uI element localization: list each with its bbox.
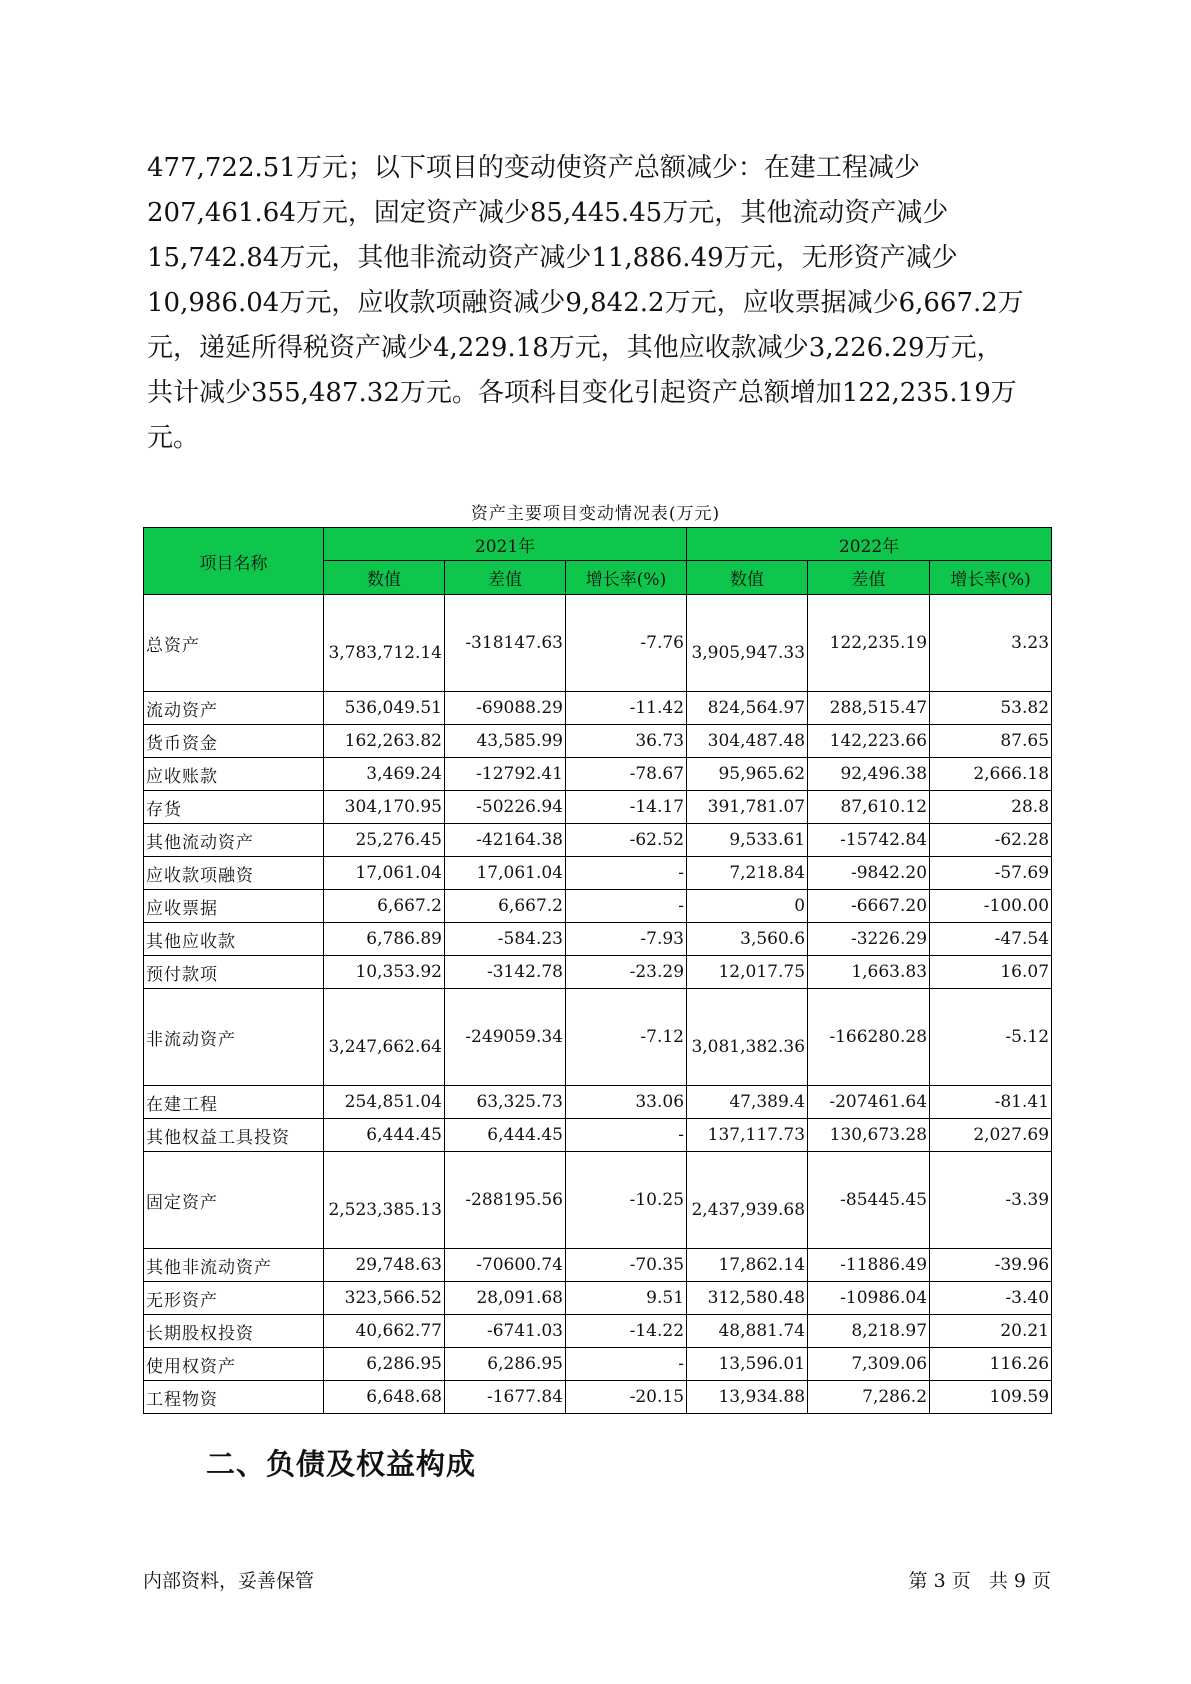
table-cell: -50226.94 <box>445 791 566 824</box>
table-cell: - <box>566 857 687 890</box>
table-row <box>144 1119 1052 1152</box>
table-cell: 137,117.73 <box>687 1119 808 1152</box>
table-cell: 2,027.69 <box>930 1119 1052 1152</box>
table-cell: -6667.20 <box>808 890 930 923</box>
paragraph-line: 共计减少355,487.32万元。各项科目变化引起资产总额增加122,235.19万 <box>147 378 1017 408</box>
table-cell: - <box>566 1348 687 1381</box>
table-cell: -3.39 <box>930 1152 1052 1249</box>
paragraph-line: 15,742.84万元，其他非流动资产减少11,886.49万元，无形资产减少 <box>147 243 958 273</box>
table-row <box>144 956 1052 989</box>
table-cell: -7.76 <box>566 595 687 692</box>
section-heading: 二、负债及权益构成 <box>206 1447 477 1481</box>
table-row <box>144 1249 1052 1282</box>
table-cell: -11.42 <box>566 692 687 725</box>
table-cell: 92,496.38 <box>808 758 930 791</box>
wrapped-value: 3,905,947.3​3 <box>691 642 806 663</box>
table-row <box>144 890 1052 923</box>
table-cell <box>687 595 808 692</box>
table-cell: 7,309.06 <box>808 1348 930 1381</box>
table-cell: 0 <box>687 890 808 923</box>
row-item-name: 货币资金 <box>144 725 324 758</box>
table-cell: -288195.56 <box>445 1152 566 1249</box>
table-cell: 6,786.89 <box>324 923 445 956</box>
table-cell: 116.26 <box>930 1348 1052 1381</box>
row-item-name: 存货 <box>144 791 324 824</box>
table-cell: 254,851.04 <box>324 1086 445 1119</box>
table-cell: 53.82 <box>930 692 1052 725</box>
table-cell: -166280.28 <box>808 989 930 1086</box>
table-cell: 17,061.04 <box>445 857 566 890</box>
header-item-name: 项目名称 <box>144 528 324 595</box>
table-cell: 142,223.66 <box>808 725 930 758</box>
table-cell <box>324 1152 445 1249</box>
table-cell: 3.23 <box>930 595 1052 692</box>
table-cell: 25,276.45 <box>324 824 445 857</box>
wrapped-value: 3,247,662.6​4 <box>328 1036 442 1057</box>
table-cell: -584.23 <box>445 923 566 956</box>
table-cell: -249059.34 <box>445 989 566 1086</box>
table-cell: 29,748.63 <box>324 1249 445 1282</box>
table-cell: 312,580.48 <box>687 1282 808 1315</box>
table-cell: -23.29 <box>566 956 687 989</box>
footer-confidential: 内部资料，妥善保管 <box>143 1570 315 1592</box>
row-item-name: 流动资产 <box>144 692 324 725</box>
sub-header: 增长率(%) <box>930 561 1052 595</box>
table-cell: 9,533.61 <box>687 824 808 857</box>
paragraph-line: 207,461.64万元，固定资产减少85,445.45万元，其他流动资产减少 <box>147 198 949 228</box>
table-row <box>144 1152 1052 1249</box>
table-cell: 6,286.95 <box>324 1348 445 1381</box>
table-cell: 824,564.97 <box>687 692 808 725</box>
table-cell: 6,444.45 <box>324 1119 445 1152</box>
footer-page-number: 第 3 页 共 9 页 <box>908 1570 1051 1592</box>
table-cell: 7,218.84 <box>687 857 808 890</box>
table-cell: 6,444.45 <box>445 1119 566 1152</box>
table-row <box>144 1381 1052 1414</box>
table-cell: -14.17 <box>566 791 687 824</box>
table-row <box>144 824 1052 857</box>
paragraph-line: 477,722.51万元；以下项目的变动使资产总额减少：在建工程减少 <box>147 153 920 183</box>
table-cell: -9842.20 <box>808 857 930 890</box>
row-item-name: 无形资产 <box>144 1282 324 1315</box>
table-cell: 6,648.68 <box>324 1381 445 1414</box>
table-cell: 304,170.95 <box>324 791 445 824</box>
table-cell: -62.52 <box>566 824 687 857</box>
table-cell: -3142.78 <box>445 956 566 989</box>
table-cell: 17,061.04 <box>324 857 445 890</box>
table-cell: -318147.63 <box>445 595 566 692</box>
asset-change-table <box>143 527 1052 1414</box>
paragraph-line: 10,986.04万元，应收款项融资减少9,842.2万元，应收票据减少6,667.2万 <box>147 288 1024 318</box>
table-cell: 6,286.95 <box>445 1348 566 1381</box>
table-cell: 10,353.92 <box>324 956 445 989</box>
header-year-2022: 2022年 <box>687 528 1052 561</box>
table-cell: - <box>566 1119 687 1152</box>
sub-header: 差值 <box>445 561 566 595</box>
row-item-name: 在建工程 <box>144 1086 324 1119</box>
table-cell: -11886.49 <box>808 1249 930 1282</box>
table-cell: -62.28 <box>930 824 1052 857</box>
table-cell: 1,663.83 <box>808 956 930 989</box>
table-cell: -15742.84 <box>808 824 930 857</box>
table-cell: 536,049.51 <box>324 692 445 725</box>
table-cell: -7.93 <box>566 923 687 956</box>
table-row <box>144 725 1052 758</box>
table-cell: 95,965.62 <box>687 758 808 791</box>
paragraph-line: 元，递延所得税资产减少4,229.18万元，其他应收款减少3,226.29万元， <box>147 333 1003 363</box>
row-item-name: 使用权资产 <box>144 1348 324 1381</box>
table-cell: 8,218.97 <box>808 1315 930 1348</box>
table-cell: 12,017.75 <box>687 956 808 989</box>
wrapped-value: 2,523,385.1​3 <box>328 1199 442 1220</box>
table-cell: 323,566.52 <box>324 1282 445 1315</box>
table-cell: 304,487.48 <box>687 725 808 758</box>
table-cell: -47.54 <box>930 923 1052 956</box>
table-cell: 28,091.68 <box>445 1282 566 1315</box>
table-cell: -85445.45 <box>808 1152 930 1249</box>
table-cell: -78.67 <box>566 758 687 791</box>
table-cell: 16.07 <box>930 956 1052 989</box>
sub-header: 数值 <box>324 561 445 595</box>
table-row <box>144 1086 1052 1119</box>
table-cell <box>687 1152 808 1249</box>
row-item-name: 应收账款 <box>144 758 324 791</box>
sub-header: 数值 <box>687 561 808 595</box>
table-cell: 130,673.28 <box>808 1119 930 1152</box>
table-cell: 109.59 <box>930 1381 1052 1414</box>
table-row <box>144 758 1052 791</box>
row-item-name: 应收款项融资 <box>144 857 324 890</box>
table-cell: -42164.38 <box>445 824 566 857</box>
table-cell: -100.00 <box>930 890 1052 923</box>
table-cell: -14.22 <box>566 1315 687 1348</box>
row-item-name: 固定资产 <box>144 1152 324 1249</box>
row-item-name: 应收票据 <box>144 890 324 923</box>
table-cell: -69088.29 <box>445 692 566 725</box>
table-cell: 162,263.82 <box>324 725 445 758</box>
row-item-name: 其他权益工具投资 <box>144 1119 324 1152</box>
table-cell: 28.8 <box>930 791 1052 824</box>
row-item-name: 其他流动资产 <box>144 824 324 857</box>
table-cell: 87,610.12 <box>808 791 930 824</box>
table-cell: 47,389.4 <box>687 1086 808 1119</box>
table-row <box>144 692 1052 725</box>
table-cell: 48,881.74 <box>687 1315 808 1348</box>
table-cell: 6,667.2 <box>445 890 566 923</box>
table-cell: 122,235.19 <box>808 595 930 692</box>
table-cell: -20.15 <box>566 1381 687 1414</box>
table-row <box>144 1315 1052 1348</box>
table-row <box>144 791 1052 824</box>
table-cell: -3.40 <box>930 1282 1052 1315</box>
table-cell: 36.73 <box>566 725 687 758</box>
table-cell: 63,325.73 <box>445 1086 566 1119</box>
table-cell: -6741.03 <box>445 1315 566 1348</box>
table-cell: -70600.74 <box>445 1249 566 1282</box>
table-cell: -10986.04 <box>808 1282 930 1315</box>
row-item-name: 长期股权投资 <box>144 1315 324 1348</box>
table-cell: 87.65 <box>930 725 1052 758</box>
table-cell: 3,469.24 <box>324 758 445 791</box>
table-cell: 288,515.47 <box>808 692 930 725</box>
table-cell: 40,662.77 <box>324 1315 445 1348</box>
body-paragraph <box>147 146 1047 461</box>
table-cell: - <box>566 890 687 923</box>
table-row <box>144 1282 1052 1315</box>
row-item-name: 其他应收款 <box>144 923 324 956</box>
wrapped-value: 3,081,382.3​6 <box>691 1036 806 1057</box>
table-cell: -10.25 <box>566 1152 687 1249</box>
table-cell: -70.35 <box>566 1249 687 1282</box>
table-cell: 391,781.07 <box>687 791 808 824</box>
table-cell <box>324 989 445 1086</box>
table-row <box>144 1348 1052 1381</box>
table-cell: -207461.64 <box>808 1086 930 1119</box>
table-row <box>144 989 1052 1086</box>
row-item-name: 预付款项 <box>144 956 324 989</box>
table-cell: 7,286.2 <box>808 1381 930 1414</box>
sub-header: 差值 <box>808 561 930 595</box>
table-cell: 33.06 <box>566 1086 687 1119</box>
table-cell: -3226.29 <box>808 923 930 956</box>
table-cell: -1677.84 <box>445 1381 566 1414</box>
row-item-name: 总资产 <box>144 595 324 692</box>
table-cell: -7.12 <box>566 989 687 1086</box>
table-cell: -5.12 <box>930 989 1052 1086</box>
wrapped-value: 3,783,712.1​4 <box>328 642 442 663</box>
table-row <box>144 857 1052 890</box>
table-cell: 20.21 <box>930 1315 1052 1348</box>
table-cell <box>687 989 808 1086</box>
table-row <box>144 595 1052 692</box>
table-cell: -12792.41 <box>445 758 566 791</box>
table-cell: 13,934.88 <box>687 1381 808 1414</box>
table-cell: 43,585.99 <box>445 725 566 758</box>
table-cell: -39.96 <box>930 1249 1052 1282</box>
table-row <box>144 923 1052 956</box>
table-cell: 13,596.01 <box>687 1348 808 1381</box>
row-item-name: 非流动资产 <box>144 989 324 1086</box>
sub-header: 增长率(%) <box>566 561 687 595</box>
table-cell: 17,862.14 <box>687 1249 808 1282</box>
table-cell: 2,666.18 <box>930 758 1052 791</box>
table-cell: 6,667.2 <box>324 890 445 923</box>
row-item-name: 工程物资 <box>144 1381 324 1414</box>
table-cell <box>324 595 445 692</box>
table-cell: 9.51 <box>566 1282 687 1315</box>
table-caption: 资产主要项目变动情况表(万元) <box>470 504 721 524</box>
header-year-2021: 2021年 <box>324 528 687 561</box>
table-cell: -81.41 <box>930 1086 1052 1119</box>
table-cell: 3,560.6 <box>687 923 808 956</box>
table-cell: -57.69 <box>930 857 1052 890</box>
paragraph-line: 元。 <box>147 423 200 453</box>
row-item-name: 其他非流动资产 <box>144 1249 324 1282</box>
wrapped-value: 2,437,939.6​8 <box>691 1199 806 1220</box>
